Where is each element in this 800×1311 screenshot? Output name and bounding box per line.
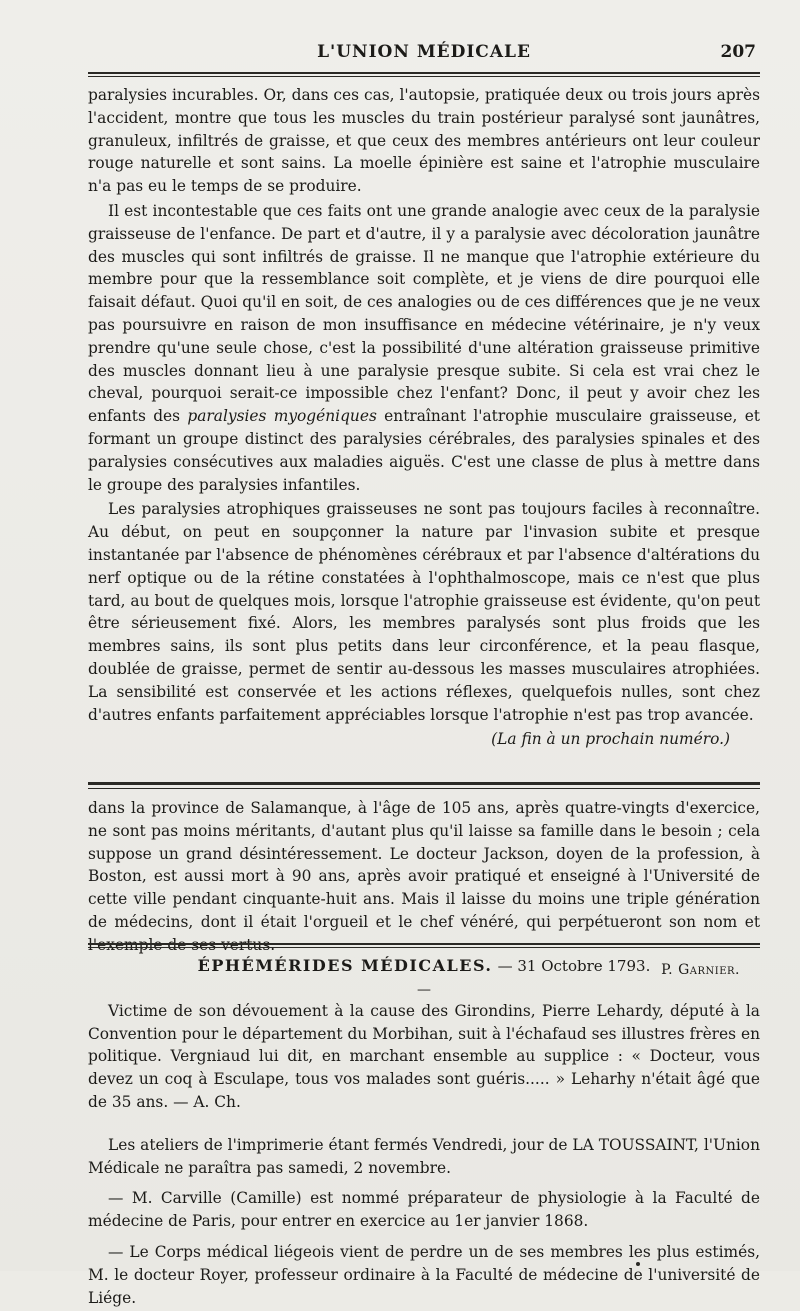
header-rule — [88, 72, 760, 74]
article-paragraph-2-tail: entraînant l'atrophie musculaire graisseuse, et formant un groupe distinct des paralysies cérébrales, des paralysies spinales et des paralysies consécutives aux maladies aiguës. C'est une classe de plus à mettre dans le groupe des paralysies infantiles. — [88, 407, 760, 494]
section-rule — [88, 782, 760, 785]
article-paragraph-3: Les paralysies atrophiques graisseuses ne sont pas toujours faciles à reconnaître. Au début, on peut en soupçonner la nature par l'invasion subite et presque instantanée par l'absence de phénomènes cérébraux et par l'absence d'altérations du nerf optique ou de la rétine constatées à l'ophthalmoscope, mais ce n'est que plus tard, au bout de quelques mois, lorsque l'atrophie graisseuse est évidente, qu'on peut être sérieusement fixé. Alors, les membres paralysés sont plus froids que les membres sains, ils sont plus petits dans leur circonférence, et la peau flasque, doublée de graisse, permet de sentir au-dessous les masses musculaires atrophiées. La sensibilité est conservée et les actions réflexes, quelquefois nulles, sont chez d'autres enfants parfaitement appréciables lorsque l'atrophie n'est pas trop avancée. — [88, 500, 760, 724]
ephemerides-title: ÉPHÉMÉRIDES MÉDICALES. — [197, 956, 493, 975]
continuation-note: (La fin à un prochain numéro.) — [491, 730, 730, 749]
notice-royer: — Le Corps médical liégeois vient de perdre un de ses membres les plus estimés, M. le docteur Royer, professeur ordinaire à la Faculté de médecine de l'université de Liége. — [88, 1242, 760, 1307]
page-number: 207 — [720, 42, 756, 62]
header-rule-thin — [88, 76, 760, 77]
page-mark — [636, 1262, 640, 1266]
ephemerides-heading — [88, 955, 760, 978]
running-header — [88, 40, 760, 70]
ephemerides-rule — [88, 943, 760, 945]
article-paragraph-2 — [88, 200, 760, 496]
chronicle-block — [88, 797, 760, 981]
chronicle-author: P. Garnier. — [661, 961, 740, 978]
article-paragraph-2-text: Il est incontestable que ces faits ont une grande analogie avec ceux de la paralysie graisseuse de l'enfance. De part et d'autre, il y a paralysie avec décoloration jaunâtre des muscles qui sont infiltrés de graisse. Il ne manque que l'atrophie extérieure du membre pour que la ressemblance soit complète, et je viens de dire pourquoi elle faisait défaut. Quoi qu'il en soit, de ces analogies ou de ces différences que je ne veux pas poursuivre en raison de mon insuffisance en médecine vétérinaire, je n'y veux prendre qu'une seule chose, c'est la possibilité d'une altération graisseuse primitive des muscles donnant lieu à une paralysie presque subite. Si cela est vrai chez le cheval, pourquoi serait-ce impossible chez l'enfant? Donc, il peut y avoir chez les enfants des — [88, 201, 760, 426]
ephemerides-entry: Victime de son dévouement à la cause des Girondins, Pierre Lehardy, député à la Convention pour le département du Morbihan, suit à l'échafaud ses illustres frères en politique. Vergniaud lui dit, en marchant ensemble au supplice : « Docteur, vous devez un coq à Esculape, tous vos malades sont guéris..... » Leharhy n'était âgé que de 35 ans. — A. Ch. — [88, 1001, 760, 1111]
article-body — [88, 84, 760, 751]
ephemerides-rule-thin — [88, 947, 760, 948]
notice-carville: — M. Carville (Camille) est nommé préparateur de physiologie à la Faculté de médecine de Paris, pour entrer en exercice au 1er janvier 1868. — [88, 1189, 760, 1231]
article-paragraph-1: paralysies incurables. Or, dans ces cas, l'autopsie, pratiquée deux ou trois jours après l'accident, montre que tous les muscles du train postérieur paralysé sont jaunâtres, granuleux, infiltrés de graisse, et que ceux des membres antérieurs ont leur couleur rouge naturelle et sont sains. La moelle épinière est saine et l'atrophie musculaire n'a pas eu le temps de se produire. — [88, 86, 760, 196]
italic-term: paralysies myogéniques — [187, 407, 377, 426]
chronicle-text: dans la province de Salamanque, à l'âge de 105 ans, après quatre-vingts d'exercice, ne sont pas moins méritants, d'autant plus qu'il laisse sa famille dans le besoin ; cela suppose un grand désintéressement. Le docteur Jackson, doyen de la profession, à Boston, est aussi mort à 90 ans, après avoir pratiqué et enseigné à l'Université de cette ville pendant cinquante-huit ans. Mais il laisse du moins une triple génération de médecins, dont il était l'orgueil et le chef vénéré, qui perpétueront son nom et — [88, 799, 760, 931]
ephemerides-date: — 31 Octobre 1793. — [497, 957, 651, 975]
section-rule-thin — [88, 788, 760, 789]
ephemerides-block — [88, 955, 760, 1311]
journal-title: L'UNION MÉDICALE — [317, 42, 531, 62]
notice-toussaint: Les ateliers de l'imprimerie étant fermés Vendredi, jour de LA TOUSSAINT, l'Union Médicale ne paraîtra pas samedi, 2 novembre. — [88, 1135, 760, 1177]
ephemerides-separator: — — [417, 981, 431, 998]
